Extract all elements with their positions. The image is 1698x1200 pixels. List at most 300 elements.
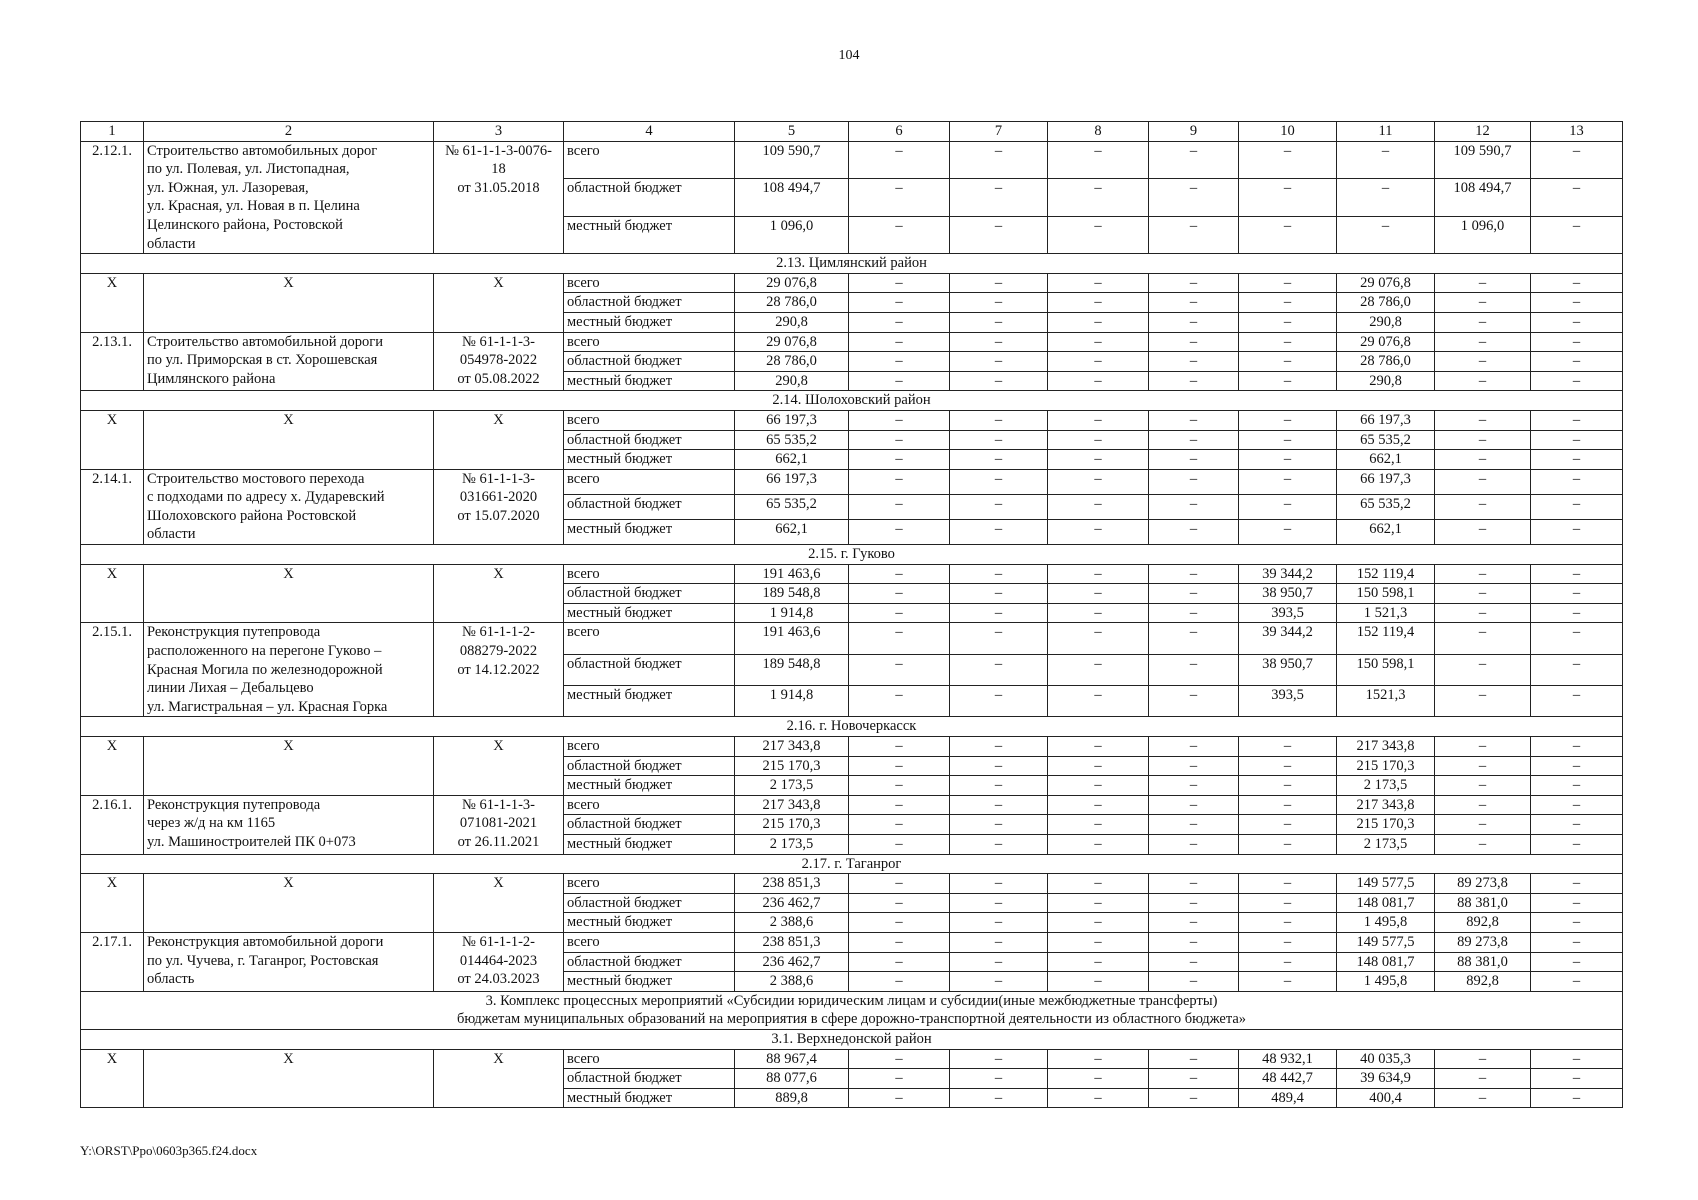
- amount-cell: –: [1239, 371, 1337, 391]
- amount-cell: –: [1149, 776, 1239, 796]
- object-name-line: X: [283, 565, 294, 582]
- amount-cell: 88 381,0: [1435, 893, 1531, 913]
- column-header: 9: [1149, 122, 1239, 142]
- amount-cell: –: [1048, 584, 1149, 604]
- amount-cell: 65 535,2: [1337, 494, 1435, 519]
- amount-cell: –: [849, 469, 950, 494]
- object-name: [144, 795, 434, 854]
- funding-source-label: местный бюджет: [564, 834, 735, 854]
- amount-cell: –: [1239, 494, 1337, 519]
- amount-cell: –: [1531, 450, 1623, 470]
- amount-cell: –: [950, 352, 1048, 372]
- document-reference: [434, 795, 564, 854]
- amount-cell: 662,1: [1337, 519, 1435, 544]
- amount-cell: 662,1: [735, 519, 849, 544]
- amount-cell: –: [1435, 815, 1531, 835]
- amount-cell: –: [1531, 952, 1623, 972]
- amount-cell: 108 494,7: [735, 179, 849, 217]
- object-name-line: Строительство автомобильных дорог: [147, 142, 378, 159]
- amount-cell: –: [1531, 932, 1623, 952]
- amount-cell: –: [849, 430, 950, 450]
- amount-cell: –: [950, 312, 1048, 332]
- amount-cell: –: [1531, 216, 1623, 254]
- column-header: 5: [735, 122, 849, 142]
- amount-cell: 89 273,8: [1435, 874, 1531, 894]
- section-row: [81, 1029, 1623, 1049]
- amount-cell: –: [1239, 815, 1337, 835]
- document-reference-line: 054978-2022: [459, 352, 538, 369]
- amount-cell: –: [1531, 874, 1623, 894]
- amount-cell: 662,1: [735, 450, 849, 470]
- amount-cell: –: [1048, 972, 1149, 992]
- amount-cell: –: [1149, 273, 1239, 293]
- object-name-line: Реконструкция путепровода: [147, 796, 321, 813]
- amount-cell: –: [950, 603, 1048, 623]
- section-title: [81, 854, 1623, 874]
- item-number: X: [81, 737, 144, 796]
- amount-cell: –: [849, 273, 950, 293]
- document-reference-line: № 61-1-1-3-0076-: [445, 142, 552, 159]
- object-name: [144, 932, 434, 991]
- amount-cell: –: [1048, 776, 1149, 796]
- amount-cell: –: [1149, 623, 1239, 654]
- amount-cell: –: [1435, 623, 1531, 654]
- amount-cell: –: [1531, 834, 1623, 854]
- object-name-line: ул. Красная, ул. Новая в п. Целина: [147, 198, 360, 215]
- amount-cell: –: [1435, 756, 1531, 776]
- section-title: [81, 545, 1623, 565]
- amount-cell: –: [849, 312, 950, 332]
- amount-cell: 66 197,3: [1337, 469, 1435, 494]
- funding-source-label: всего: [564, 795, 735, 815]
- funding-source-label: всего: [564, 141, 735, 179]
- amount-cell: –: [1435, 654, 1531, 685]
- funding-source-label: местный бюджет: [564, 913, 735, 933]
- amount-cell: –: [1048, 293, 1149, 313]
- amount-cell: –: [950, 932, 1048, 952]
- column-header: 4: [564, 122, 735, 142]
- amount-cell: –: [1048, 603, 1149, 623]
- amount-cell: –: [1435, 603, 1531, 623]
- object-name: [144, 1049, 434, 1108]
- amount-cell: –: [1531, 756, 1623, 776]
- item-number: X: [81, 564, 144, 623]
- amount-cell: –: [1239, 776, 1337, 796]
- amount-cell: –: [1435, 686, 1531, 717]
- amount-cell: –: [1531, 494, 1623, 519]
- amount-cell: –: [1149, 913, 1239, 933]
- column-header: 10: [1239, 122, 1337, 142]
- amount-cell: –: [1149, 450, 1239, 470]
- object-name: [144, 874, 434, 933]
- amount-cell: –: [1048, 494, 1149, 519]
- section-title-line: 3. Комплекс процессных мероприятий «Субсидии юридическим лицам и субсидии(иные межбюджетные трансферты): [485, 992, 1218, 1009]
- amount-cell: –: [1435, 430, 1531, 450]
- amount-cell: –: [1239, 952, 1337, 972]
- document-reference-line: № 61-1-1-3-: [461, 333, 536, 350]
- amount-cell: –: [1048, 519, 1149, 544]
- object-name: [144, 332, 434, 391]
- amount-cell: –: [950, 952, 1048, 972]
- document-reference: [434, 737, 564, 796]
- funding-source-label: всего: [564, 1049, 735, 1069]
- amount-cell: –: [1435, 450, 1531, 470]
- amount-cell: 149 577,5: [1337, 874, 1435, 894]
- amount-cell: –: [1048, 179, 1149, 217]
- amount-cell: 40 035,3: [1337, 1049, 1435, 1069]
- amount-cell: –: [1531, 776, 1623, 796]
- funding-source-label: областной бюджет: [564, 756, 735, 776]
- amount-cell: –: [950, 430, 1048, 450]
- amount-cell: 189 548,8: [735, 584, 849, 604]
- amount-cell: –: [1048, 686, 1149, 717]
- amount-cell: –: [950, 776, 1048, 796]
- section-title-line: 2.17. г. Таганрог: [801, 855, 902, 872]
- amount-cell: –: [1531, 737, 1623, 757]
- table-row: [81, 932, 1623, 952]
- amount-cell: 290,8: [735, 371, 849, 391]
- amount-cell: –: [1531, 519, 1623, 544]
- amount-cell: –: [1435, 1088, 1531, 1108]
- amount-cell: –: [1239, 312, 1337, 332]
- amount-cell: –: [1239, 352, 1337, 372]
- amount-cell: –: [1435, 469, 1531, 494]
- amount-cell: 66 197,3: [1337, 410, 1435, 430]
- amount-cell: 28 786,0: [1337, 352, 1435, 372]
- amount-cell: –: [1048, 371, 1149, 391]
- funding-source-label: областной бюджет: [564, 893, 735, 913]
- amount-cell: –: [1149, 494, 1239, 519]
- amount-cell: –: [1149, 179, 1239, 217]
- amount-cell: –: [1531, 564, 1623, 584]
- amount-cell: 290,8: [1337, 312, 1435, 332]
- funding-source-label: местный бюджет: [564, 686, 735, 717]
- amount-cell: –: [1531, 623, 1623, 654]
- amount-cell: –: [1435, 293, 1531, 313]
- column-header: 8: [1048, 122, 1149, 142]
- object-name-line: Реконструкция путепровода: [147, 624, 321, 641]
- amount-cell: –: [1149, 519, 1239, 544]
- amount-cell: –: [849, 450, 950, 470]
- amount-cell: –: [1239, 216, 1337, 254]
- amount-cell: 88 077,6: [735, 1069, 849, 1089]
- document-reference-line: X: [493, 1050, 504, 1067]
- amount-cell: –: [950, 519, 1048, 544]
- amount-cell: –: [1239, 519, 1337, 544]
- column-header: 7: [950, 122, 1048, 142]
- object-name-line: ул. Южная, ул. Лазоревая,: [147, 179, 309, 196]
- amount-cell: 215 170,3: [735, 815, 849, 835]
- amount-cell: 109 590,7: [1435, 141, 1531, 179]
- object-name-line: X: [283, 1050, 294, 1067]
- amount-cell: –: [950, 1049, 1048, 1069]
- document-reference: [434, 141, 564, 254]
- amount-cell: –: [1149, 371, 1239, 391]
- table-row: [81, 332, 1623, 352]
- amount-cell: –: [1531, 686, 1623, 717]
- amount-cell: –: [1531, 603, 1623, 623]
- table-row: [81, 141, 1623, 179]
- document-reference: [434, 564, 564, 623]
- amount-cell: –: [1149, 603, 1239, 623]
- document-reference-line: 014464-2023: [459, 952, 538, 969]
- amount-cell: –: [849, 932, 950, 952]
- amount-cell: –: [1239, 834, 1337, 854]
- funding-source-label: местный бюджет: [564, 519, 735, 544]
- amount-cell: 290,8: [1337, 371, 1435, 391]
- object-name-line: X: [283, 274, 294, 291]
- section-row: [81, 545, 1623, 565]
- amount-cell: –: [1531, 430, 1623, 450]
- amount-cell: 1 495,8: [1337, 913, 1435, 933]
- document-reference-line: от 26.11.2021: [457, 833, 540, 850]
- amount-cell: –: [849, 654, 950, 685]
- amount-cell: –: [950, 913, 1048, 933]
- document-reference-line: от 24.03.2023: [457, 971, 540, 988]
- amount-cell: –: [849, 1049, 950, 1069]
- amount-cell: –: [1239, 450, 1337, 470]
- amount-cell: –: [849, 603, 950, 623]
- amount-cell: –: [849, 141, 950, 179]
- document-reference: [434, 273, 564, 332]
- document-reference-line: X: [493, 274, 504, 291]
- column-header: 13: [1531, 122, 1623, 142]
- amount-cell: –: [1435, 737, 1531, 757]
- object-name-line: Реконструкция автомобильной дороги: [147, 933, 384, 950]
- amount-cell: –: [950, 564, 1048, 584]
- amount-cell: –: [950, 972, 1048, 992]
- amount-cell: 215 170,3: [735, 756, 849, 776]
- funding-source-label: всего: [564, 469, 735, 494]
- document-reference: [434, 874, 564, 933]
- table-row: [81, 469, 1623, 494]
- amount-cell: –: [1048, 469, 1149, 494]
- amount-cell: –: [950, 737, 1048, 757]
- amount-cell: –: [1531, 141, 1623, 179]
- amount-cell: –: [950, 450, 1048, 470]
- amount-cell: –: [1149, 654, 1239, 685]
- object-name-line: по ул. Приморская в ст. Хорошевская: [147, 352, 378, 369]
- budget-table: [80, 121, 1623, 1108]
- amount-cell: –: [1239, 293, 1337, 313]
- amount-cell: –: [1531, 584, 1623, 604]
- amount-cell: –: [950, 273, 1048, 293]
- amount-cell: –: [1149, 141, 1239, 179]
- amount-cell: –: [1239, 469, 1337, 494]
- page-number: 104: [838, 48, 860, 63]
- amount-cell: 29 076,8: [735, 273, 849, 293]
- amount-cell: 28 786,0: [735, 293, 849, 313]
- amount-cell: 66 197,3: [735, 469, 849, 494]
- item-number: 2.16.1.: [81, 795, 144, 854]
- amount-cell: –: [1048, 430, 1149, 450]
- section-title-line: 2.15. г. Гуково: [808, 546, 895, 563]
- amount-cell: 149 577,5: [1337, 932, 1435, 952]
- amount-cell: 1 495,8: [1337, 972, 1435, 992]
- amount-cell: 892,8: [1435, 972, 1531, 992]
- funding-source-label: областной бюджет: [564, 815, 735, 835]
- document-reference-line: № 61-1-1-3-: [461, 796, 536, 813]
- amount-cell: 2 388,6: [735, 913, 849, 933]
- amount-cell: 1521,3: [1337, 686, 1435, 717]
- object-name-line: области: [147, 526, 196, 543]
- amount-cell: –: [1435, 371, 1531, 391]
- amount-cell: –: [1048, 623, 1149, 654]
- amount-cell: –: [1239, 874, 1337, 894]
- amount-cell: –: [1048, 952, 1149, 972]
- amount-cell: –: [1149, 893, 1239, 913]
- section-title: [81, 991, 1623, 1029]
- amount-cell: 148 081,7: [1337, 893, 1435, 913]
- amount-cell: –: [1048, 332, 1149, 352]
- funding-source-label: местный бюджет: [564, 450, 735, 470]
- document-reference-line: X: [493, 738, 504, 754]
- amount-cell: –: [1435, 584, 1531, 604]
- amount-cell: –: [1048, 273, 1149, 293]
- funding-source-label: всего: [564, 273, 735, 293]
- amount-cell: –: [1239, 179, 1337, 217]
- amount-cell: –: [1149, 564, 1239, 584]
- amount-cell: 2 173,5: [1337, 776, 1435, 796]
- column-header: 2: [144, 122, 434, 142]
- funding-source-label: областной бюджет: [564, 1069, 735, 1089]
- amount-cell: 1 096,0: [1435, 216, 1531, 254]
- amount-cell: –: [849, 1088, 950, 1108]
- amount-cell: –: [1239, 795, 1337, 815]
- funding-source-label: всего: [564, 332, 735, 352]
- section-row: [81, 854, 1623, 874]
- amount-cell: –: [849, 874, 950, 894]
- section-title: [81, 717, 1623, 737]
- amount-cell: –: [1531, 1088, 1623, 1108]
- amount-cell: 150 598,1: [1337, 654, 1435, 685]
- amount-cell: –: [1531, 469, 1623, 494]
- amount-cell: –: [1531, 352, 1623, 372]
- amount-cell: –: [950, 686, 1048, 717]
- amount-cell: –: [1531, 913, 1623, 933]
- amount-cell: –: [849, 913, 950, 933]
- amount-cell: 217 343,8: [1337, 737, 1435, 757]
- amount-cell: 393,5: [1239, 603, 1337, 623]
- amount-cell: 148 081,7: [1337, 952, 1435, 972]
- object-name-line: расположенного на перегоне Гуково –: [147, 643, 382, 660]
- amount-cell: –: [950, 893, 1048, 913]
- amount-cell: 1 914,8: [735, 686, 849, 717]
- table-row: [81, 874, 1623, 894]
- amount-cell: –: [1531, 371, 1623, 391]
- amount-cell: –: [1435, 564, 1531, 584]
- document-reference-line: 18: [491, 161, 506, 178]
- section-title: [81, 254, 1623, 274]
- funding-source-label: местный бюджет: [564, 776, 735, 796]
- section-title-line: 2.16. г. Новочеркасск: [786, 718, 917, 735]
- amount-cell: –: [1239, 410, 1337, 430]
- item-number: 2.14.1.: [81, 469, 144, 544]
- amount-cell: –: [1239, 273, 1337, 293]
- object-name-line: линии Лихая – Дебальцево: [147, 680, 314, 697]
- amount-cell: –: [849, 371, 950, 391]
- object-name: [144, 564, 434, 623]
- amount-cell: –: [849, 293, 950, 313]
- amount-cell: 489,4: [1239, 1088, 1337, 1108]
- amount-cell: –: [1435, 494, 1531, 519]
- column-header: 1: [81, 122, 144, 142]
- amount-cell: –: [1531, 795, 1623, 815]
- amount-cell: –: [1531, 893, 1623, 913]
- object-name-line: Цимлянского района: [147, 370, 276, 387]
- section-title-line: 3.1. Верхнедонской район: [771, 1030, 932, 1047]
- section-title-line: 2.13. Цимлянский район: [776, 255, 927, 272]
- amount-cell: 215 170,3: [1337, 815, 1435, 835]
- item-number: X: [81, 273, 144, 332]
- document-reference-line: № 61-1-1-2-: [461, 933, 536, 950]
- amount-cell: –: [1239, 932, 1337, 952]
- amount-cell: –: [1048, 756, 1149, 776]
- funding-source-label: местный бюджет: [564, 1088, 735, 1108]
- document-reference-line: от 05.08.2022: [457, 370, 540, 387]
- amount-cell: –: [1337, 179, 1435, 217]
- amount-cell: –: [1337, 216, 1435, 254]
- amount-cell: –: [950, 410, 1048, 430]
- amount-cell: 217 343,8: [735, 737, 849, 757]
- amount-cell: 39 344,2: [1239, 623, 1337, 654]
- funding-source-label: всего: [564, 410, 735, 430]
- amount-cell: 236 462,7: [735, 952, 849, 972]
- document-reference-line: № 61-1-1-2-: [461, 624, 536, 641]
- amount-cell: –: [1149, 686, 1239, 717]
- amount-cell: 39 634,9: [1337, 1069, 1435, 1089]
- amount-cell: –: [849, 216, 950, 254]
- amount-cell: –: [1149, 972, 1239, 992]
- item-number: X: [81, 874, 144, 933]
- amount-cell: –: [1435, 273, 1531, 293]
- amount-cell: –: [849, 623, 950, 654]
- item-number: 2.17.1.: [81, 932, 144, 991]
- amount-cell: –: [1239, 972, 1337, 992]
- amount-cell: 48 442,7: [1239, 1069, 1337, 1089]
- amount-cell: –: [1239, 141, 1337, 179]
- document-reference: [434, 1049, 564, 1108]
- amount-cell: –: [950, 332, 1048, 352]
- amount-cell: –: [849, 834, 950, 854]
- amount-cell: –: [1239, 913, 1337, 933]
- funding-source-label: местный бюджет: [564, 603, 735, 623]
- funding-source-label: областной бюджет: [564, 293, 735, 313]
- document-reference-line: от 15.07.2020: [457, 507, 540, 524]
- column-header: 12: [1435, 122, 1531, 142]
- amount-cell: 1 521,3: [1337, 603, 1435, 623]
- document-reference-line: от 14.12.2022: [457, 661, 540, 678]
- amount-cell: –: [1531, 293, 1623, 313]
- funding-source-label: местный бюджет: [564, 972, 735, 992]
- amount-cell: –: [950, 815, 1048, 835]
- amount-cell: –: [950, 1088, 1048, 1108]
- object-name-line: X: [283, 411, 294, 428]
- section-title: [81, 391, 1623, 411]
- funding-source-label: областной бюджет: [564, 654, 735, 685]
- amount-cell: –: [1149, 932, 1239, 952]
- amount-cell: 662,1: [1337, 450, 1435, 470]
- funding-source-label: местный бюджет: [564, 371, 735, 391]
- amount-cell: –: [1337, 141, 1435, 179]
- amount-cell: –: [950, 584, 1048, 604]
- amount-cell: 66 197,3: [735, 410, 849, 430]
- amount-cell: 88 381,0: [1435, 952, 1531, 972]
- amount-cell: –: [849, 410, 950, 430]
- object-name-line: X: [283, 738, 294, 754]
- amount-cell: –: [849, 893, 950, 913]
- amount-cell: 215 170,3: [1337, 756, 1435, 776]
